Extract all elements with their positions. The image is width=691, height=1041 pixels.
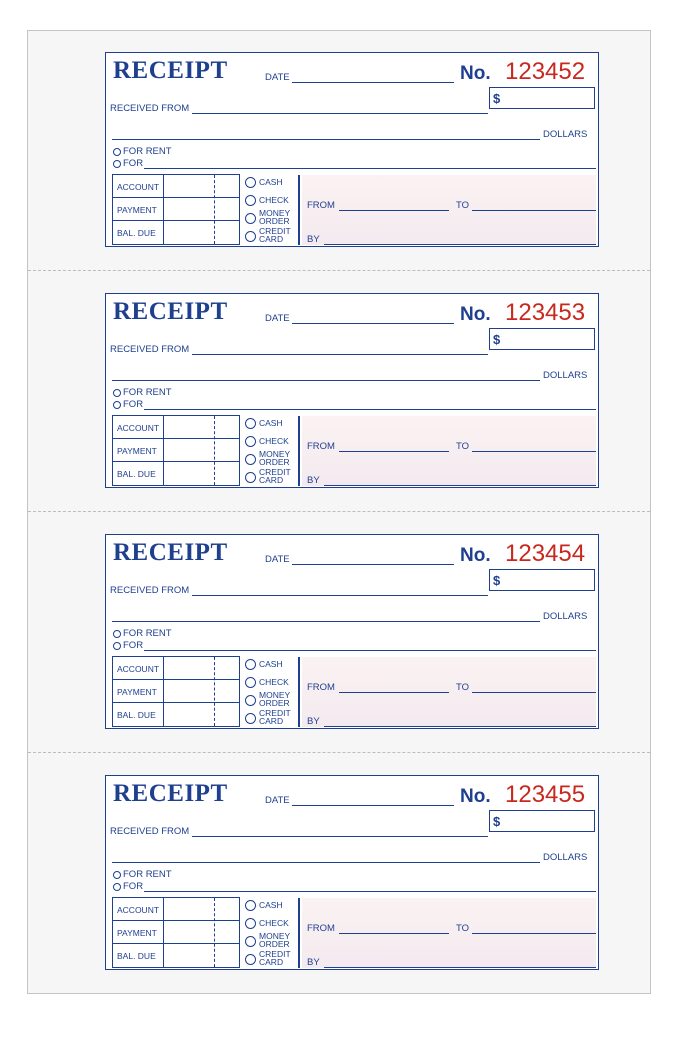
date-label: DATE: [265, 554, 290, 565]
credit-card-line2: CARD: [259, 234, 284, 244]
bal-due-label: BAL. DUE: [117, 469, 156, 479]
money-order-radio-icon[interactable]: [245, 936, 256, 947]
check-label: CHECK: [259, 436, 289, 446]
bal-due-amount-cell[interactable]: [164, 944, 239, 966]
for-rent-radio-icon[interactable]: [113, 389, 121, 397]
credit-card-radio-icon[interactable]: [245, 954, 256, 965]
date-label: DATE: [265, 72, 290, 83]
account-table: [112, 415, 240, 486]
received-from-label: RECEIVED FROM: [110, 344, 190, 355]
for-rent-radio-icon[interactable]: [113, 148, 121, 156]
for-label: FOR: [123, 399, 144, 410]
account-table: [112, 174, 240, 245]
cash-radio-icon[interactable]: [245, 900, 256, 911]
money-order-line2: ORDER: [259, 457, 290, 467]
from-label: FROM: [307, 200, 335, 211]
dollars-label: DOLLARS: [543, 611, 588, 622]
receipt-title: RECEIPT: [113, 298, 228, 325]
for-radio-icon[interactable]: [113, 160, 121, 168]
cash-radio-icon[interactable]: [245, 418, 256, 429]
credit-card-label: [259, 709, 291, 725]
received-from-line[interactable]: [192, 836, 488, 837]
from-line[interactable]: [339, 933, 449, 934]
check-radio-icon[interactable]: [245, 677, 256, 688]
cash-label: CASH: [259, 900, 283, 910]
receipt-title: RECEIPT: [113, 57, 228, 84]
account-label: ACCOUNT: [117, 664, 160, 674]
for-line[interactable]: [144, 409, 596, 410]
bal-due-label: BAL. DUE: [117, 710, 156, 720]
cash-radio-icon[interactable]: [245, 659, 256, 670]
money-order-label: [259, 209, 290, 225]
payment-label: PAYMENT: [117, 687, 157, 697]
divider-bar: [298, 898, 300, 968]
received-from-line[interactable]: [192, 113, 488, 114]
for-line[interactable]: [144, 168, 596, 169]
money-order-line1: MONEY: [259, 931, 291, 941]
bal-due-amount-cell[interactable]: [164, 703, 239, 725]
to-label: TO: [456, 682, 470, 693]
to-line[interactable]: [472, 210, 596, 211]
credit-card-label: [259, 468, 291, 484]
dollars-label: DOLLARS: [543, 852, 588, 863]
to-line[interactable]: [472, 933, 596, 934]
payment-label: PAYMENT: [117, 205, 157, 215]
amount-box[interactable]: [489, 328, 595, 350]
received-from-label: RECEIVED FROM: [110, 103, 190, 114]
for-rent-label: FOR RENT: [123, 146, 172, 157]
received-from-label: RECEIVED FROM: [110, 585, 190, 596]
receipt-no-label: No.: [460, 545, 491, 566]
money-order-radio-icon[interactable]: [245, 213, 256, 224]
receipt-title: RECEIPT: [113, 780, 228, 807]
check-radio-icon[interactable]: [245, 918, 256, 929]
cash-radio-icon[interactable]: [245, 177, 256, 188]
from-label: FROM: [307, 441, 335, 452]
check-label: CHECK: [259, 195, 289, 205]
divider-bar: [298, 416, 300, 486]
cash-label: CASH: [259, 418, 283, 428]
payment-amount-cell[interactable]: [164, 439, 239, 461]
credit-card-radio-icon[interactable]: [245, 713, 256, 724]
check-radio-icon[interactable]: [245, 195, 256, 206]
by-label: BY: [307, 716, 320, 727]
from-line[interactable]: [339, 210, 449, 211]
for-label: FOR: [123, 158, 144, 169]
account-label: ACCOUNT: [117, 182, 160, 192]
dollars-line[interactable]: [112, 380, 540, 381]
money-order-radio-icon[interactable]: [245, 454, 256, 465]
credit-card-line2: CARD: [259, 475, 284, 485]
for-radio-icon[interactable]: [113, 642, 121, 650]
money-order-line2: ORDER: [259, 216, 290, 226]
amount-box[interactable]: [489, 87, 595, 109]
receipt-number: 123453: [505, 299, 586, 326]
account-amount-cell[interactable]: [164, 898, 239, 920]
received-from-line[interactable]: [192, 595, 488, 596]
to-label: TO: [456, 441, 470, 452]
received-from-line[interactable]: [192, 354, 488, 355]
receipt-title: RECEIPT: [113, 539, 228, 566]
receipt-form-3: [105, 534, 599, 729]
money-order-radio-icon[interactable]: [245, 695, 256, 706]
date-line[interactable]: [292, 564, 454, 565]
for-radio-icon[interactable]: [113, 401, 121, 409]
account-table: [112, 897, 240, 968]
credit-card-line1: CREDIT: [259, 226, 291, 236]
credit-card-radio-icon[interactable]: [245, 231, 256, 242]
receipt-form-4: [105, 775, 599, 970]
money-order-label: [259, 932, 290, 948]
receipt-no-label: No.: [460, 304, 491, 325]
check-radio-icon[interactable]: [245, 436, 256, 447]
dollars-line[interactable]: [112, 139, 540, 140]
for-label: FOR: [123, 640, 144, 651]
bal-due-amount-cell[interactable]: [164, 221, 239, 243]
cash-label: CASH: [259, 177, 283, 187]
by-label: BY: [307, 475, 320, 486]
payment-label: PAYMENT: [117, 928, 157, 938]
account-label: ACCOUNT: [117, 905, 160, 915]
receipt-form-1: [105, 52, 599, 247]
for-rent-label: FOR RENT: [123, 387, 172, 398]
account-table: [112, 656, 240, 727]
date-line[interactable]: [292, 82, 454, 83]
by-label: BY: [307, 234, 320, 245]
credit-card-radio-icon[interactable]: [245, 472, 256, 483]
bal-due-amount-cell[interactable]: [164, 462, 239, 484]
money-order-line1: MONEY: [259, 208, 291, 218]
divider-bar: [298, 657, 300, 727]
for-rent-radio-icon[interactable]: [113, 630, 121, 638]
money-order-line1: MONEY: [259, 690, 291, 700]
date-label: DATE: [265, 795, 290, 806]
by-line[interactable]: [324, 726, 596, 727]
money-order-line2: ORDER: [259, 939, 290, 949]
amount-box[interactable]: [489, 569, 595, 591]
date-line[interactable]: [292, 323, 454, 324]
receipt-form-2: [105, 293, 599, 488]
for-rent-radio-icon[interactable]: [113, 871, 121, 879]
by-line[interactable]: [324, 485, 596, 486]
dollar-sign: $: [493, 332, 501, 347]
dollars-label: DOLLARS: [543, 370, 588, 381]
credit-card-label: [259, 950, 291, 966]
account-label: ACCOUNT: [117, 423, 160, 433]
payment-amount-cell[interactable]: [164, 921, 239, 943]
money-order-line1: MONEY: [259, 449, 291, 459]
divider-bar: [298, 175, 300, 245]
dollars-line[interactable]: [112, 862, 540, 863]
by-line[interactable]: [324, 244, 596, 245]
bal-due-label: BAL. DUE: [117, 951, 156, 961]
money-order-label: [259, 691, 290, 707]
credit-card-line1: CREDIT: [259, 467, 291, 477]
for-line[interactable]: [144, 891, 596, 892]
receipt-no-label: No.: [460, 786, 491, 807]
for-rent-label: FOR RENT: [123, 869, 172, 880]
perforation-line: [28, 511, 650, 512]
dollars-line[interactable]: [112, 621, 540, 622]
cash-label: CASH: [259, 659, 283, 669]
by-line[interactable]: [324, 967, 596, 968]
to-label: TO: [456, 200, 470, 211]
receipt-number: 123454: [505, 540, 586, 567]
dollar-sign: $: [493, 814, 501, 829]
for-label: FOR: [123, 881, 144, 892]
from-line[interactable]: [339, 692, 449, 693]
from-line[interactable]: [339, 451, 449, 452]
for-radio-icon[interactable]: [113, 883, 121, 891]
dollars-label: DOLLARS: [543, 129, 588, 140]
money-order-label: [259, 450, 290, 466]
to-label: TO: [456, 923, 470, 934]
receipt-number: 123455: [505, 781, 586, 808]
credit-card-label: [259, 227, 291, 243]
payment-amount-cell[interactable]: [164, 680, 239, 702]
payment-amount-cell[interactable]: [164, 198, 239, 220]
perforation-line: [28, 752, 650, 753]
account-amount-cell[interactable]: [164, 175, 239, 197]
credit-card-line1: CREDIT: [259, 949, 291, 959]
payment-label: PAYMENT: [117, 446, 157, 456]
to-line[interactable]: [472, 692, 596, 693]
from-label: FROM: [307, 923, 335, 934]
credit-card-line1: CREDIT: [259, 708, 291, 718]
for-line[interactable]: [144, 650, 596, 651]
date-line[interactable]: [292, 805, 454, 806]
from-label: FROM: [307, 682, 335, 693]
date-label: DATE: [265, 313, 290, 324]
check-label: CHECK: [259, 918, 289, 928]
dollar-sign: $: [493, 91, 501, 106]
bal-due-label: BAL. DUE: [117, 228, 156, 238]
receipt-no-label: No.: [460, 63, 491, 84]
by-label: BY: [307, 957, 320, 968]
dollar-sign: $: [493, 573, 501, 588]
check-label: CHECK: [259, 677, 289, 687]
receipt-number: 123452: [505, 58, 586, 85]
account-amount-cell[interactable]: [164, 657, 239, 679]
money-order-line2: ORDER: [259, 698, 290, 708]
for-rent-label: FOR RENT: [123, 628, 172, 639]
credit-card-line2: CARD: [259, 716, 284, 726]
account-amount-cell[interactable]: [164, 416, 239, 438]
amount-box[interactable]: [489, 810, 595, 832]
to-line[interactable]: [472, 451, 596, 452]
perforation-line: [28, 270, 650, 271]
received-from-label: RECEIVED FROM: [110, 826, 190, 837]
credit-card-line2: CARD: [259, 957, 284, 967]
